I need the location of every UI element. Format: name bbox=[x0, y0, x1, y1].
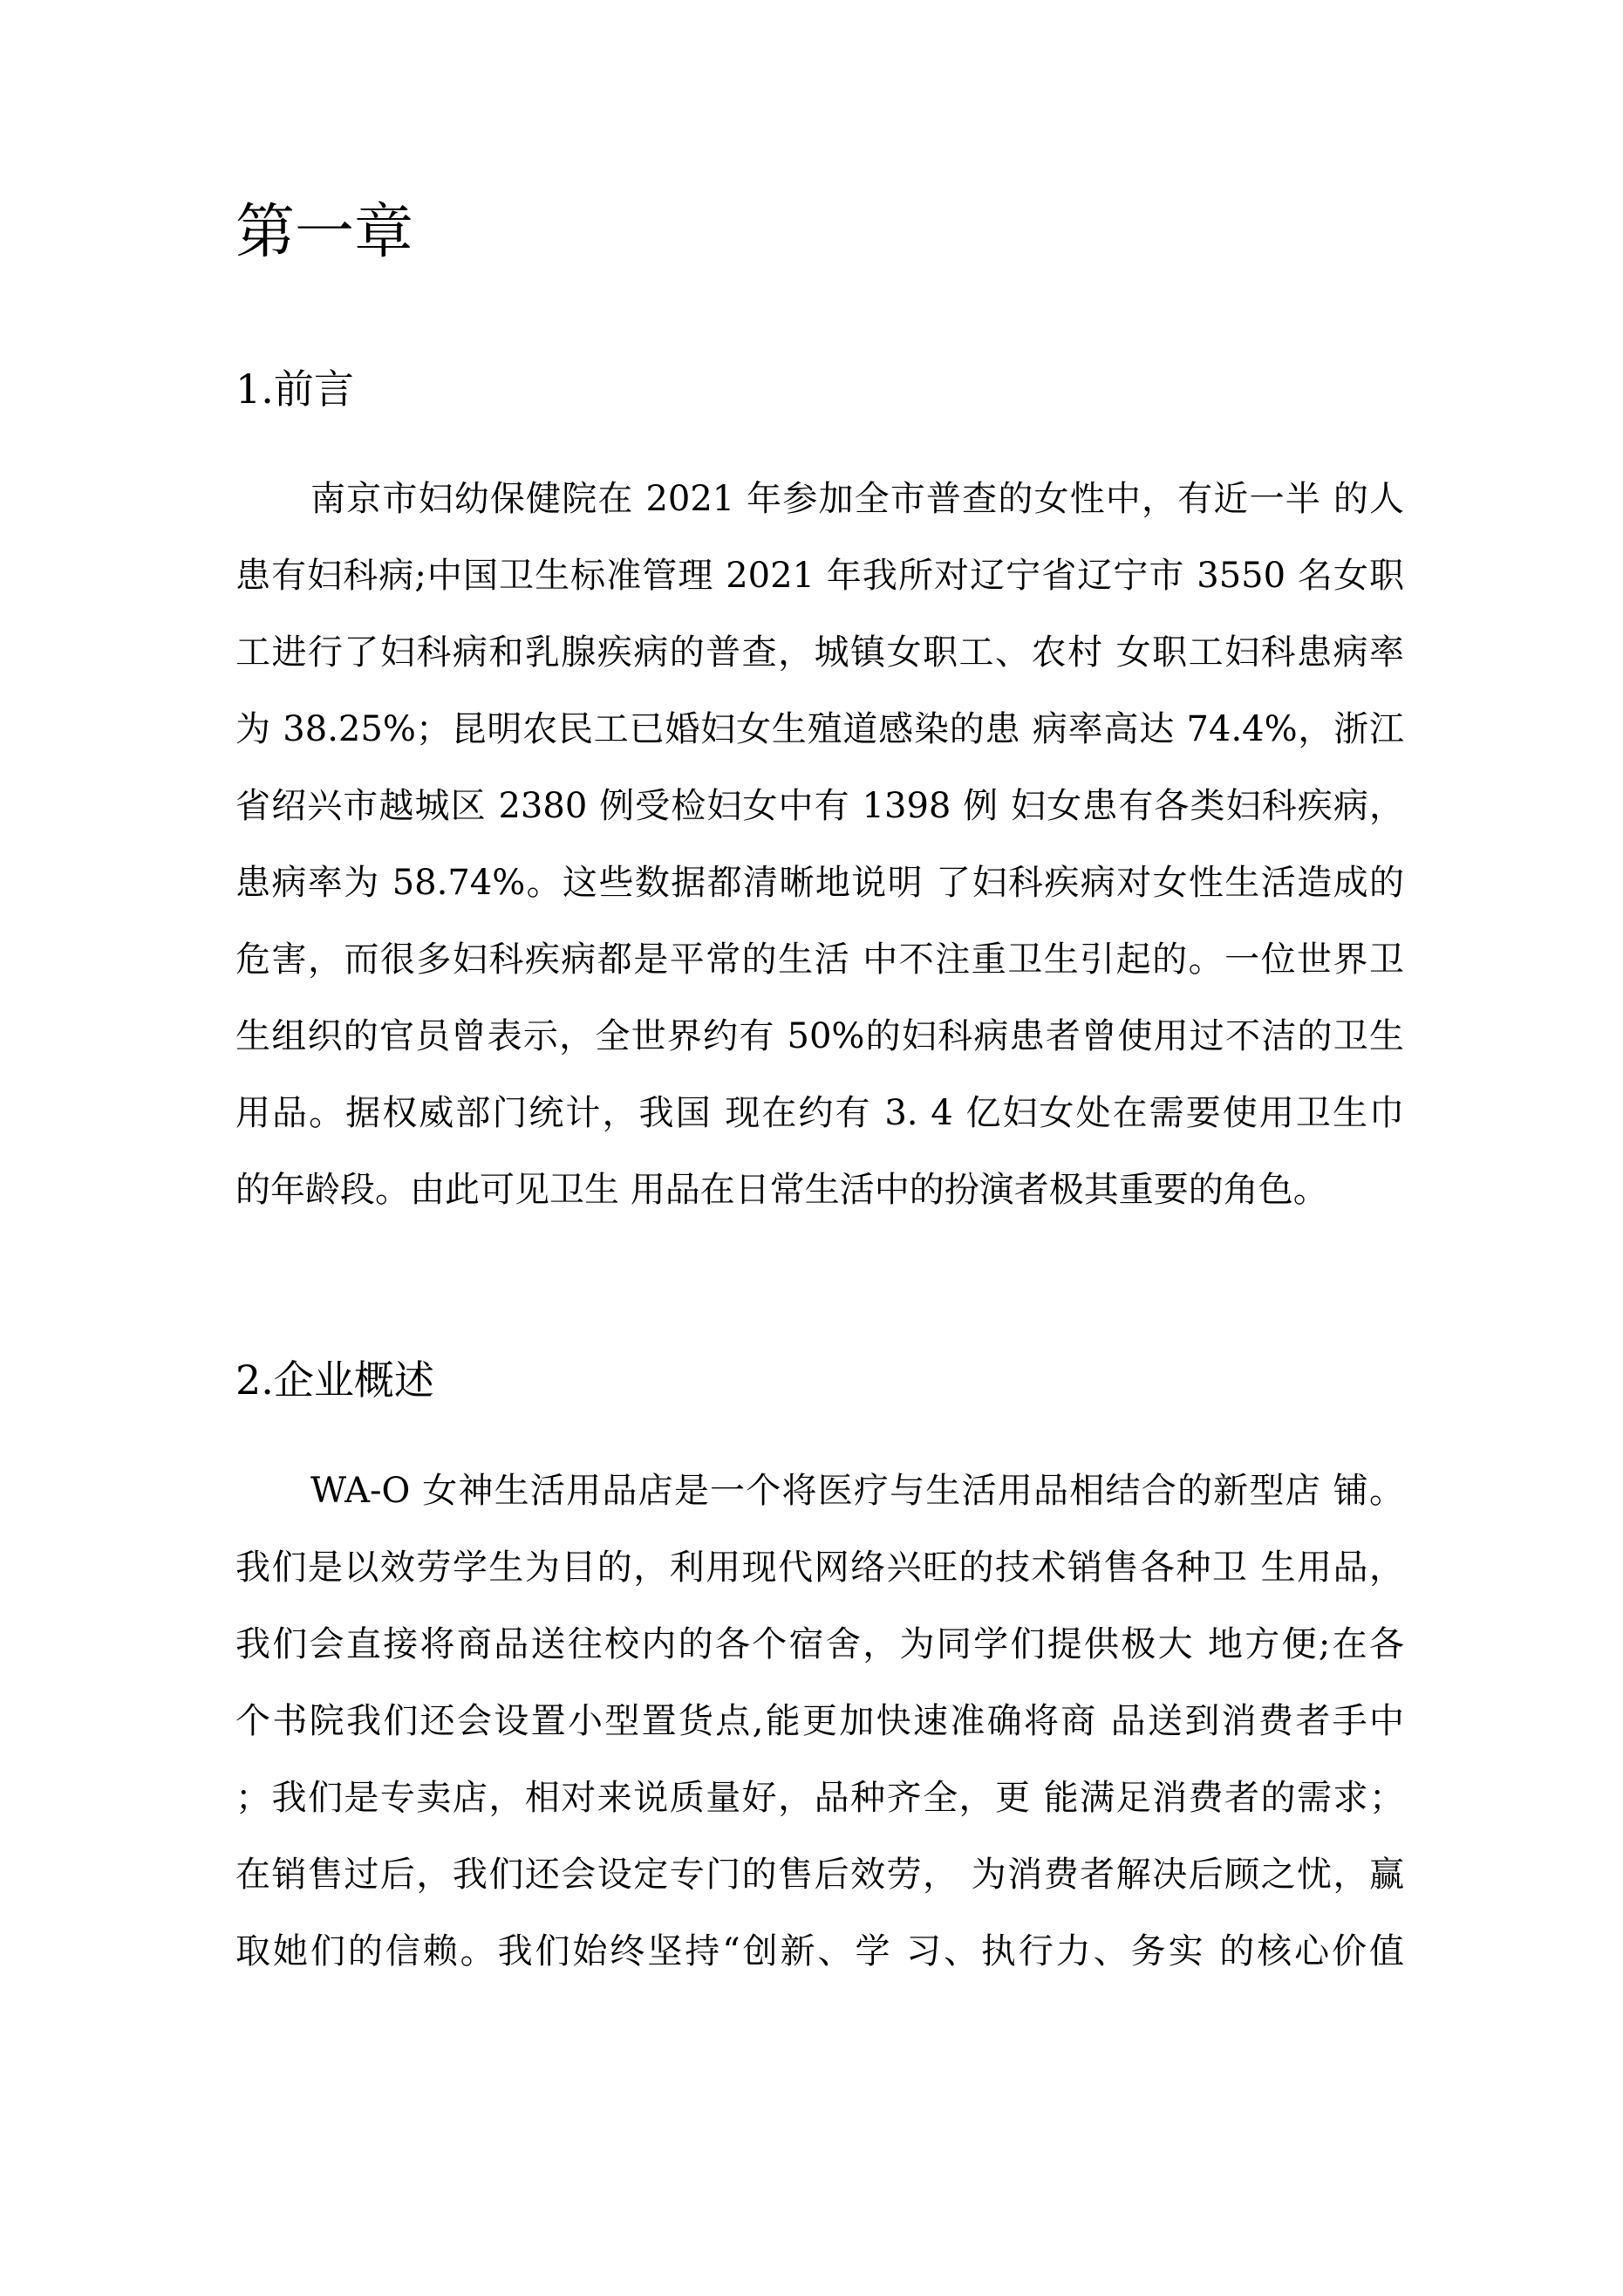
paragraph-line: 省绍兴市越城区 2380 例受检妇女中有 1398 例 妇女患有各类妇科疾病， bbox=[235, 786, 1404, 826]
paragraph-line: 危害，而很多妇科疾病都是平常的生活 中不注重卫生引起的。一位世界卫 bbox=[235, 940, 1404, 980]
paragraph-company-overview bbox=[235, 1452, 1404, 1990]
paragraph-line: 取她们的信赖。我们始终坚持“创新、学 习、执行力、务实 的核心价值 bbox=[235, 1931, 1404, 1971]
paragraph-line: 南京市妇幼保健院在 2021 年参加全市普查的女性中，有近一半 的人 bbox=[310, 479, 1404, 519]
paragraph-line: ；我们是专卖店，相对来说质量好，品种齐全，更 能满足消费者的需求； bbox=[235, 1778, 1404, 1818]
paragraph-line: 工进行了妇科病和乳腺疾病的普查，城镇女职工、农村 女职工妇科患病率 bbox=[235, 632, 1404, 673]
paragraph-line: 患病率为 58.74%。这些数据都清晰地说明 了妇科疾病对女性生活造成的 bbox=[235, 863, 1404, 903]
paragraph-line: 的年龄段。由此可见卫生 用品在日常生活中的扮演者极其重要的角色。 bbox=[235, 1170, 1328, 1210]
paragraph-line: 为 38.25%；昆明农民工已婚妇女生殖道感染的患 病率高达 74.4%，浙江 bbox=[235, 709, 1404, 749]
paragraph-line: WA-O 女神生活用品店是一个将医疗与生活用品相结合的新型店 铺。 bbox=[310, 1471, 1404, 1511]
paragraph-line: 用品。据权威部门统计，我国 现在约有 3. 4 亿妇女处在需要使用卫生巾 bbox=[235, 1093, 1404, 1133]
paragraph-line: 生组织的官员曾表示，全世界约有 50%的妇科病患者曾使用过不洁的卫生 bbox=[235, 1016, 1404, 1056]
paragraph-preface bbox=[235, 461, 1404, 1228]
paragraph-line: 我们会直接将商品送往校内的各个宿舍，为同学们提供极大 地方便;在各 bbox=[235, 1624, 1404, 1664]
section-heading-company-overview: 2.企业概述 bbox=[235, 1356, 434, 1404]
paragraph-line: 个书院我们还会设置小型置货点,能更加快速准确将商 品送到消费者手中 bbox=[235, 1701, 1404, 1741]
paragraph-line: 在销售过后，我们还会设定专门的售后效劳， 为消费者解决后顾之忧，赢 bbox=[235, 1855, 1404, 1895]
chapter-title: 第一章 bbox=[235, 198, 414, 267]
paragraph-line: 患有妇科病;中国卫生标准管理 2021 年我所对辽宁省辽宁市 3550 名女职 bbox=[235, 556, 1404, 596]
paragraph-line: 我们是以效劳学生为目的，利用现代网络兴旺的技术销售各种卫 生用品， bbox=[235, 1548, 1404, 1588]
section-heading-preface: 1.前言 bbox=[235, 366, 354, 413]
